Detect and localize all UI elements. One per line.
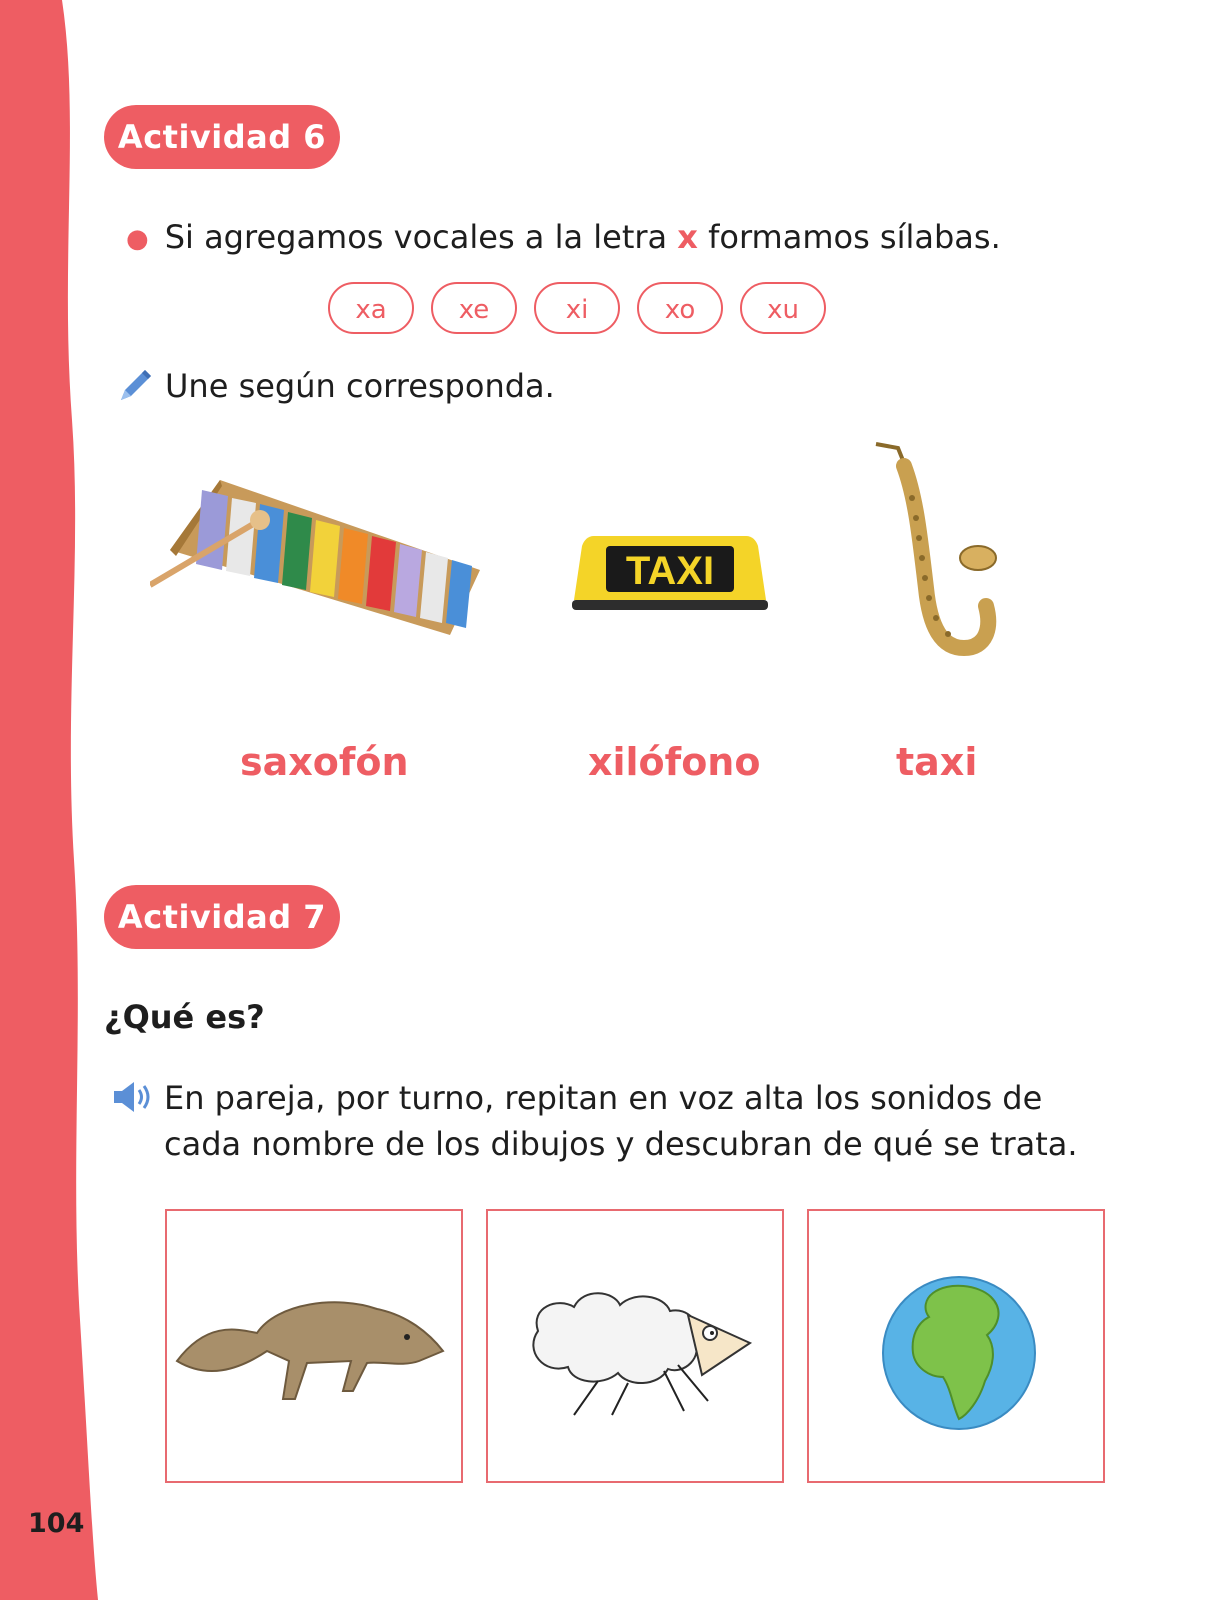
activity-6-badge: Actividad 6 [104,105,340,169]
syllable-xe: xe [431,282,517,334]
fox-image [167,1211,461,1481]
activity-7-instruction [164,1075,1078,1167]
syllable-xa: xa [328,282,414,334]
bullet-text-end: formamos sílabas. [708,218,1001,256]
activity-7-badge: Actividad 7 [104,885,340,949]
word-xilofono: xilófono [588,740,761,784]
speaker-icon [112,1080,154,1114]
word-saxofon: saxofón [240,740,409,784]
syllable-row [328,282,826,334]
instruction-text: Une según corresponda. [165,367,555,405]
side-band [0,0,110,1600]
taxi-sign-image [572,530,768,616]
picture-frame-sheep [486,1209,784,1483]
picture-frame-fox [165,1209,463,1483]
question-title: ¿Qué es? [104,998,265,1036]
syllable-xu: xu [740,282,826,334]
taxi-sign-text: TAXI [625,549,715,593]
instruction-line-2: cada nombre de los dibujos y descubran de qué se trata. [164,1125,1078,1163]
bullet-text-start: Si agregamos vocales a la letra [164,218,668,256]
syllable-xo: xo [637,282,723,334]
highlight-letter-x: x [677,218,698,256]
pencil-icon [115,366,155,406]
bullet-dot: ● [126,224,149,254]
instruction-line-1: En pareja, por turno, repitan en voz alta los sonidos de [164,1079,1043,1117]
xylophone-image [150,470,490,650]
globe-image [809,1211,1103,1481]
page-number: 104 [28,1508,85,1539]
sheep-image [488,1211,782,1481]
instruction-line [115,366,555,406]
word-taxi: taxi [896,740,978,784]
picture-frame-globe [807,1209,1105,1483]
bullet-sentence [126,218,1001,256]
saxophone-image [868,438,1008,668]
syllable-xi: xi [534,282,620,334]
